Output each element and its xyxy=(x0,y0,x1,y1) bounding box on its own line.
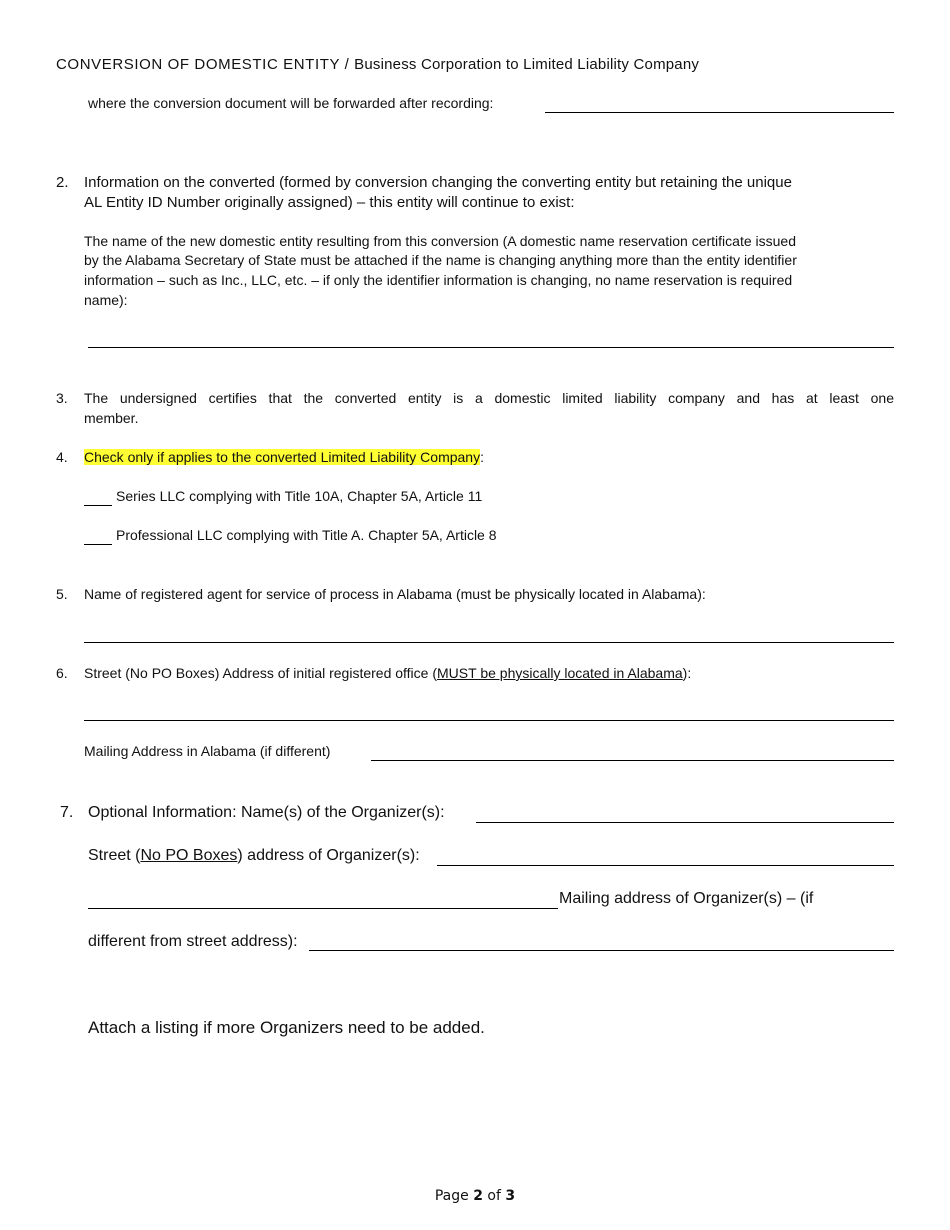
item2-line1: Information on the converted (formed by conversion changing the converting entity but retaining the unique xyxy=(84,174,792,191)
professional-llc-checkline[interactable] xyxy=(84,544,112,545)
item4-number: 4. xyxy=(56,449,68,465)
form-header xyxy=(56,56,699,73)
organizer-mailing-label: Mailing address of Organizer(s) – (if xyxy=(559,890,814,907)
item2-para-line4: name): xyxy=(84,292,128,308)
organizer-mailing-label-cont: different from street address): xyxy=(88,933,298,950)
organizer-name-label: Optional Information: Name(s) of the Organizer(s): xyxy=(88,804,445,821)
item6-label-prefix: Street (No PO Boxes) Address of initial registered office ( xyxy=(84,665,438,681)
item3-number: 3. xyxy=(56,390,68,406)
attach-note: Attach a listing if more Organizers need to be added. xyxy=(88,1018,485,1037)
organizer-name-field[interactable] xyxy=(476,822,894,823)
item3-line2: member. xyxy=(84,410,139,426)
item4-instruction xyxy=(84,449,484,465)
organizer-street-field-cont[interactable] xyxy=(88,908,558,909)
form-subtitle: Business Corporation to Limited Liability Company xyxy=(354,56,700,73)
organizer-street-label xyxy=(88,847,420,865)
item6-mailing-label: Mailing Address in Alabama (if different) xyxy=(84,743,331,759)
item6-label-underlined: MUST be physically located in Alabama xyxy=(437,665,683,681)
organizer-mailing-field[interactable] xyxy=(309,950,894,951)
series-llc-label: Series LLC complying with Title 10A, Chapter 5A, Article 11 xyxy=(116,488,483,504)
item6-number: 6. xyxy=(56,665,68,681)
registered-office-mailing-field[interactable] xyxy=(371,760,894,761)
item2-para-line3: information – such as Inc., LLC, etc. – if only the identifier information is changing, no name reservation is required xyxy=(84,272,793,288)
registered-office-street-field[interactable] xyxy=(84,720,894,721)
item5-label: Name of registered agent for service of process in Alabama (must be physically located in Alabama): xyxy=(84,586,706,602)
series-llc-checkline[interactable] xyxy=(84,505,112,506)
form-title: CONVERSION OF DOMESTIC ENTITY xyxy=(56,56,340,73)
item5-number: 5. xyxy=(56,586,68,602)
item4-suffix: : xyxy=(480,449,484,465)
item7-number: 7. xyxy=(60,804,74,821)
organizer-street-prefix: Street ( xyxy=(88,847,141,864)
organizer-street-underlined: No PO Boxes xyxy=(140,847,238,864)
item6-label xyxy=(84,665,691,681)
organizer-street-field[interactable] xyxy=(437,865,894,866)
page-word: Page xyxy=(434,1188,469,1204)
page-current: 2 xyxy=(473,1188,483,1204)
forward-address-field[interactable] xyxy=(545,112,894,113)
new-entity-name-field[interactable] xyxy=(88,347,894,348)
registered-agent-field[interactable] xyxy=(84,642,894,643)
item2-para-line2: by the Alabama Secretary of State must be attached if the name is changing anything more than the entity identifier xyxy=(84,252,797,268)
item3-line1: The undersigned certifies that the converted entity is a domestic limited liability company and has at least one xyxy=(84,390,894,406)
forward-label: where the conversion document will be forwarded after recording: xyxy=(88,95,494,111)
item6-label-suffix: ): xyxy=(682,665,692,681)
professional-llc-label: Professional LLC complying with Title A. Chapter 5A, Article 8 xyxy=(116,527,497,543)
item2-para-line1: The name of the new domestic entity resulting from this conversion (A domestic name reservation certificate issued xyxy=(84,233,796,249)
item2-number: 2. xyxy=(56,174,69,191)
item4-highlight: Check only if applies to the converted Limited Liability Company xyxy=(84,449,481,465)
item2-line2: AL Entity ID Number originally assigned) – this entity will continue to exist: xyxy=(84,194,575,211)
of-word: of xyxy=(487,1188,501,1204)
organizer-street-suffix: ) address of Organizer(s): xyxy=(237,847,420,864)
header-separator: / xyxy=(339,56,355,73)
page-total: 3 xyxy=(505,1188,516,1204)
page-footer xyxy=(0,1188,950,1204)
